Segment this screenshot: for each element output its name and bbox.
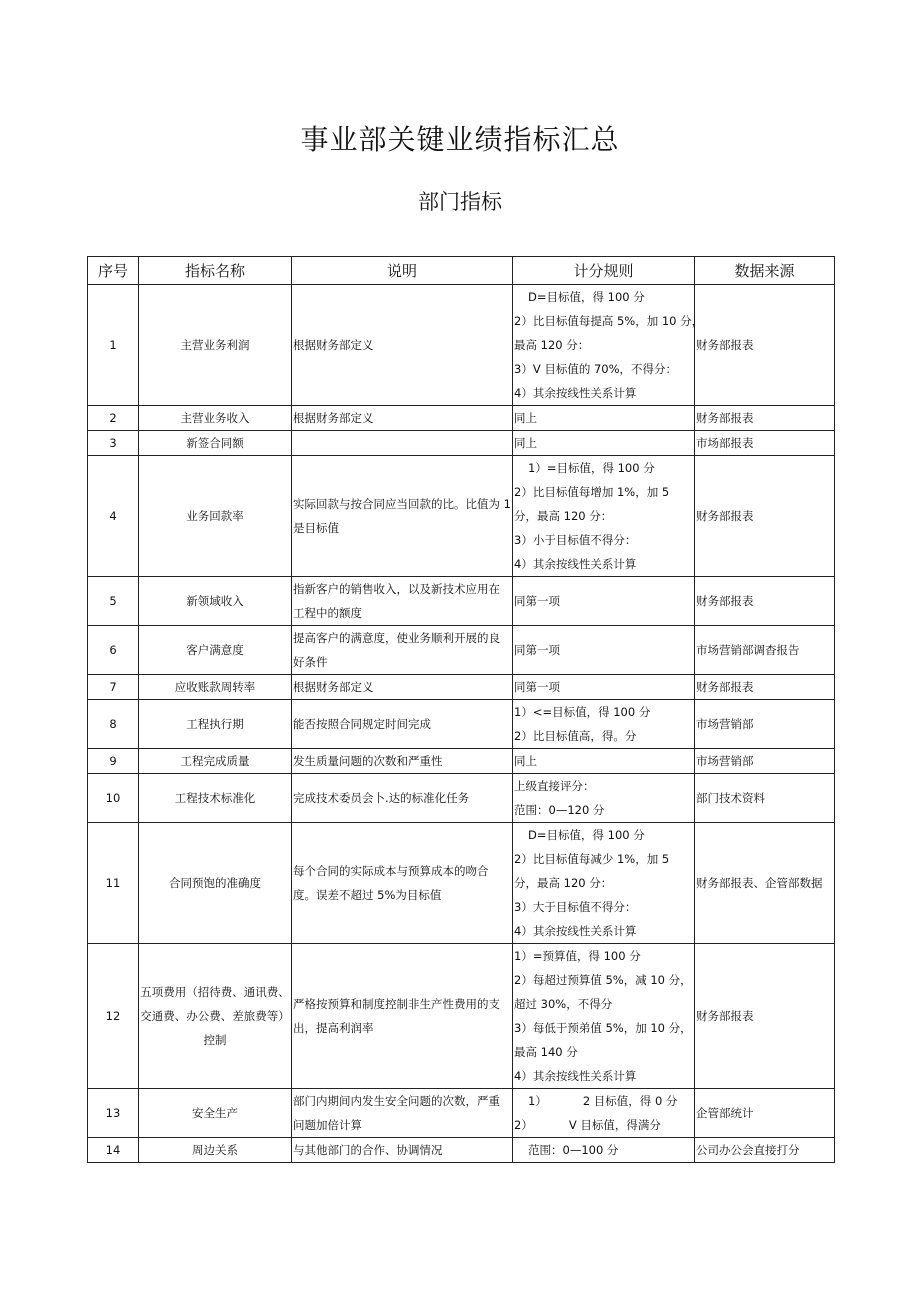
rule-line: 4）其余按线性关系计算 — [514, 557, 637, 571]
rule-line: 上级直接评分： — [514, 779, 595, 793]
rule-line: 超过 30%，不得分 — [514, 997, 613, 1011]
table-row — [88, 823, 835, 944]
row-desc: 根据财务部定义 — [292, 285, 513, 406]
row-no: 7 — [88, 675, 139, 700]
row-name: 应收账款周转率 — [139, 675, 292, 700]
rule-line: D=目标值，得 100 分 — [528, 290, 645, 304]
rule-line: 同第一项 — [514, 643, 560, 657]
header-desc: 说明 — [292, 257, 513, 285]
table-row — [88, 749, 835, 774]
row-name: 周边关系 — [139, 1138, 292, 1163]
row-desc: 实际回款与按合同应当回款的比。比值为 1 是目标值 — [292, 456, 513, 577]
row-source: 财务部报表 — [695, 285, 835, 406]
table-row — [88, 456, 835, 577]
rule-line: 2）比目标值每增加 1%，加 5 — [514, 485, 670, 499]
row-name: 新签合同额 — [139, 431, 292, 456]
row-rule — [513, 626, 695, 675]
rule-line: 同上 — [514, 436, 537, 450]
rule-line: 1）=目标值，得 100 分 — [528, 461, 655, 475]
row-no: 5 — [88, 577, 139, 626]
rule-line: 1）<=目标值，得 100 分 — [514, 705, 651, 719]
row-rule — [513, 456, 695, 577]
row-name: 业务回款率 — [139, 456, 292, 577]
row-no: 10 — [88, 774, 139, 823]
document-title: 事业部关键业绩指标汇总 — [300, 123, 620, 156]
rule-line: 1）=预算值，得 100 分 — [514, 949, 641, 963]
row-desc: 部门内期间内发生安全问题的次数，严重问题加倍计算 — [292, 1089, 513, 1138]
row-name: 新领域收入 — [139, 577, 292, 626]
rule-line: D=目标值，得 100 分 — [528, 828, 645, 842]
rule-line: 2）比目标值每减少 1%，加 5 — [514, 852, 670, 866]
table-row — [88, 1089, 835, 1138]
row-rule — [513, 577, 695, 626]
rule-line: 最高 140 分 — [514, 1045, 578, 1059]
row-no: 3 — [88, 431, 139, 456]
row-name: 工程完成质量 — [139, 749, 292, 774]
rule-item-no: 2） — [514, 1118, 533, 1132]
row-rule — [513, 774, 695, 823]
row-desc: 根据财务部定义 — [292, 675, 513, 700]
rule-line: 最高 120 分： — [514, 338, 590, 352]
row-source: 企管部统计 — [695, 1089, 835, 1138]
row-rule — [513, 823, 695, 944]
rule-line: 3）大于目标值不得分： — [514, 900, 637, 914]
row-rule — [513, 431, 695, 456]
row-rule — [513, 944, 695, 1089]
table-row — [88, 577, 835, 626]
row-no: 9 — [88, 749, 139, 774]
row-source: 市场部报表 — [695, 431, 835, 456]
row-desc: 能否按照合同规定时间完成 — [292, 700, 513, 749]
rule-line: 同上 — [514, 754, 537, 768]
rule-line: 同第一项 — [514, 594, 560, 608]
table-row — [88, 1138, 835, 1163]
table-header-row — [88, 257, 835, 285]
rule-line: 3）小于目标值不得分： — [514, 533, 637, 547]
row-desc: 指新客户的销售收入，以及新技术应用在工程中的额度 — [292, 577, 513, 626]
header-name: 指标名称 — [139, 257, 292, 285]
row-name: 客户满意度 — [139, 626, 292, 675]
rule-line: 2）比目标值高，得。分 — [514, 729, 637, 743]
row-name: 合同预饱的准确度 — [139, 823, 292, 944]
table-row — [88, 774, 835, 823]
row-source: 财务部报表 — [695, 577, 835, 626]
table-row — [88, 626, 835, 675]
header-rule: 计分规则 — [513, 257, 695, 285]
rule-line: 同第一项 — [514, 680, 560, 694]
table-row — [88, 285, 835, 406]
row-name: 五项费用（招待费、通讯费、交通费、办公费、差旅费等）控制 — [139, 944, 292, 1089]
row-rule — [513, 1089, 695, 1138]
row-source: 市场营销部调杳报告 — [695, 626, 835, 675]
rule-line: 2）每超过预算值 5%，减 10 分， — [514, 973, 692, 987]
row-rule — [513, 749, 695, 774]
row-source: 财务部报表 — [695, 456, 835, 577]
row-no: 8 — [88, 700, 139, 749]
row-source: 财务部报表、企管部数据 — [695, 823, 835, 944]
table-row — [88, 431, 835, 456]
row-desc: 与其他部门的合作、协调情况 — [292, 1138, 513, 1163]
rule-line — [514, 1113, 693, 1137]
row-rule — [513, 285, 704, 406]
row-no: 4 — [88, 456, 139, 577]
row-rule — [513, 675, 695, 700]
rule-line: 3）每低于预弟值 5%，加 10 分， — [514, 1021, 692, 1035]
row-source: 公司办公会直接打分 — [695, 1138, 835, 1163]
row-name: 安全生产 — [139, 1089, 292, 1138]
rule-line: 同上 — [514, 411, 537, 425]
rule-line: 4）其余按线性关系计算 — [514, 1069, 637, 1083]
row-source: 市场营销部 — [695, 749, 835, 774]
row-no: 14 — [88, 1138, 139, 1163]
row-rule — [513, 406, 695, 431]
table-row — [88, 675, 835, 700]
table-row — [88, 944, 835, 1089]
row-no: 13 — [88, 1089, 139, 1138]
row-no: 2 — [88, 406, 139, 431]
rule-line: 范围：0—120 分 — [514, 803, 605, 817]
rule-line: 4）其余按线性关系计算 — [514, 924, 637, 938]
row-desc: 完成技术委员会卜.达的标准化任务 — [292, 774, 513, 823]
row-desc: 根据财务部定义 — [292, 406, 513, 431]
row-source: 财务部报表 — [695, 406, 835, 431]
row-no: 6 — [88, 626, 139, 675]
row-no: 11 — [88, 823, 139, 944]
rule-line: 2）比目标值每提高 5%，加 10 分， — [514, 314, 704, 328]
table-row — [88, 700, 835, 749]
row-desc: 发生质量问题的次数和严重性 — [292, 749, 513, 774]
row-source: 财务部报表 — [695, 675, 835, 700]
row-name: 主营业务利润 — [139, 285, 292, 406]
rule-item-text: 2 目标值，得 0 分 — [582, 1094, 678, 1108]
row-rule — [513, 700, 695, 749]
rule-line: 4）其余按线性关系计算 — [514, 386, 637, 400]
rule-line — [514, 1089, 693, 1113]
row-no: 12 — [88, 944, 139, 1089]
section-subtitle: 部门指标 — [418, 190, 502, 214]
row-source: 市场营销部 — [695, 700, 835, 749]
rule-item-text: V 目标值，得满分 — [568, 1118, 661, 1132]
rule-line: 范围：0—100 分 — [528, 1143, 619, 1157]
rule-line: 分，最高 120 分： — [514, 509, 613, 523]
rule-item-no: 1） — [528, 1094, 547, 1108]
row-source: 财务部报表 — [695, 944, 835, 1089]
row-source: 部门技术资料 — [695, 774, 835, 823]
header-source: 数据来源 — [695, 257, 835, 285]
row-name: 主营业务收入 — [139, 406, 292, 431]
table-row — [88, 406, 835, 431]
row-name: 工程技术标准化 — [139, 774, 292, 823]
row-no: 1 — [88, 285, 139, 406]
row-rule — [513, 1138, 695, 1163]
row-desc — [292, 431, 513, 456]
header-no: 序号 — [88, 257, 139, 285]
row-name: 工程执行期 — [139, 700, 292, 749]
row-desc: 提高客户的满意度，使业务顺利开展的良好条件 — [292, 626, 513, 675]
row-desc: 每个合同的实际成本与预算成本的吻合度。误差不超过 5%为目标值 — [292, 823, 513, 944]
kpi-table — [87, 256, 835, 1163]
row-desc: 严格按预算和制度控制非生产性费用的支出，提高利润率 — [292, 944, 513, 1089]
rule-line: 3）V 目标值的 70%，不得分： — [514, 362, 678, 376]
rule-line: 分，最高 120 分： — [514, 876, 613, 890]
